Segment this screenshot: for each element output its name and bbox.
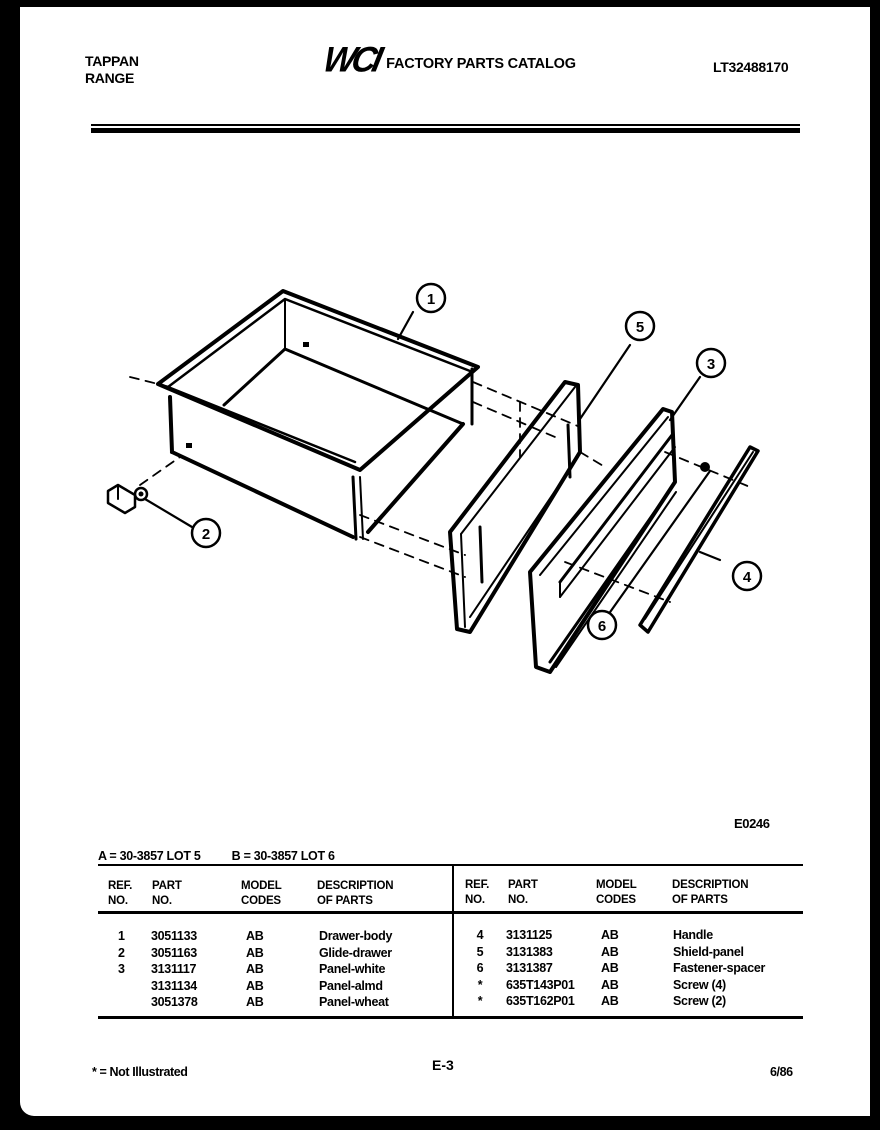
table-cell: 3051378	[151, 995, 198, 1009]
table-cell: 3131387	[506, 961, 553, 975]
table-cell: 4	[476, 928, 484, 942]
header-model-codes-right: MODEL CODES	[596, 879, 637, 906]
table-cell: Drawer-body	[319, 929, 393, 943]
header-part-no-right: PART NO.	[508, 879, 538, 906]
table-cell: 3131134	[151, 978, 197, 993]
lot-legend	[98, 849, 363, 863]
svg-text:3: 3	[706, 356, 716, 373]
table-cell: AB	[601, 994, 619, 1008]
left-ref-column	[118, 928, 125, 1011]
svg-text:1: 1	[426, 291, 436, 308]
table-cell: Screw (2)	[673, 994, 726, 1008]
svg-text:4: 4	[742, 569, 752, 586]
table-cell: AB	[246, 945, 264, 960]
table-cell: AB	[246, 962, 264, 976]
table-cell: 3	[118, 962, 125, 976]
callout-2	[192, 519, 220, 547]
table-cell: 635T143P01	[506, 977, 575, 992]
callout-4	[733, 562, 761, 590]
table-bottom-rule	[98, 1016, 803, 1019]
table-cell: Panel-wheat	[319, 995, 389, 1009]
right-part-column	[506, 927, 575, 1010]
svg-text:6: 6	[597, 618, 607, 635]
table-column-divider	[452, 865, 454, 1017]
table-cell: 5	[476, 944, 484, 959]
table-cell: 3051163	[151, 945, 197, 960]
lot-b: B = 30-3857 LOT 6	[231, 849, 335, 863]
table-cell	[118, 978, 125, 995]
table-cell: AB	[246, 978, 264, 993]
product-type: RANGE	[85, 70, 135, 86]
right-ref-column	[474, 927, 486, 1010]
table-cell: *	[477, 994, 483, 1008]
table-cell: Panel-white	[319, 962, 386, 976]
table-cell: AB	[246, 929, 264, 943]
table-cell: 3051133	[151, 929, 197, 943]
not-illustrated-note: * = Not Illustrated	[92, 1065, 188, 1079]
table-cell: *	[477, 977, 483, 992]
lot-a: A = 30-3857 LOT 5	[98, 849, 201, 863]
table-cell: 1	[118, 929, 125, 943]
left-part-column	[151, 928, 198, 1011]
table-cell	[118, 994, 125, 1011]
table-cell: 3131383	[506, 944, 553, 959]
header-model-codes: MODEL CODES	[241, 880, 282, 907]
drawer-body-drawing	[158, 291, 478, 539]
header-ref-no: REF. NO.	[108, 880, 133, 907]
table-cell: 2	[118, 945, 125, 960]
left-desc-column	[319, 928, 392, 1011]
right-codes-column	[601, 927, 618, 1010]
callout-1	[417, 284, 445, 312]
table-cell: 3131125	[506, 928, 552, 942]
table-cell: 6	[476, 961, 484, 975]
table-cell: 3131117	[151, 962, 197, 976]
right-desc-column	[673, 927, 765, 1010]
catalog-page	[20, 7, 870, 1116]
header-description-right: DESCRIPTION OF PARTS	[672, 879, 749, 906]
table-cell: Shield-panel	[673, 944, 744, 959]
table-cell: Glide-drawer	[319, 945, 392, 960]
wci-logo: WCI	[319, 40, 383, 80]
table-cell: AB	[601, 961, 619, 975]
table-cell: Handle	[673, 928, 713, 942]
table-cell: AB	[601, 944, 619, 959]
header-part-no: PART NO.	[152, 880, 182, 907]
figure-code: E0246	[734, 816, 770, 831]
table-cell: Fastener-spacer	[673, 961, 766, 975]
catalog-title: FACTORY PARTS CATALOG	[386, 56, 576, 72]
page-number: E-3	[432, 1057, 454, 1073]
table-top-rule	[98, 864, 803, 866]
glide-drawer-drawing	[108, 485, 147, 513]
callout-3	[697, 349, 725, 377]
header-description: DESCRIPTION OF PARTS	[317, 880, 394, 907]
brand-name: TAPPAN	[85, 53, 139, 69]
svg-text:2: 2	[201, 526, 211, 543]
table-cell: Screw (4)	[673, 977, 726, 992]
callout-6	[588, 611, 616, 639]
table-cell: 635T162P01	[506, 994, 575, 1008]
table-cell: AB	[246, 995, 264, 1009]
exploded-parts-diagram	[20, 7, 870, 807]
table-cell: Panel-almd	[319, 978, 383, 993]
catalog-date: 6/86	[770, 1065, 793, 1079]
table-cell: AB	[601, 928, 619, 942]
model-number: LT32488170	[713, 59, 789, 75]
svg-text:5: 5	[635, 319, 645, 336]
table-cell: AB	[601, 977, 619, 992]
table-header-rule	[98, 911, 803, 914]
left-codes-column	[246, 928, 263, 1011]
callout-5	[626, 312, 654, 340]
header-ref-no-right: REF. NO.	[465, 879, 490, 906]
